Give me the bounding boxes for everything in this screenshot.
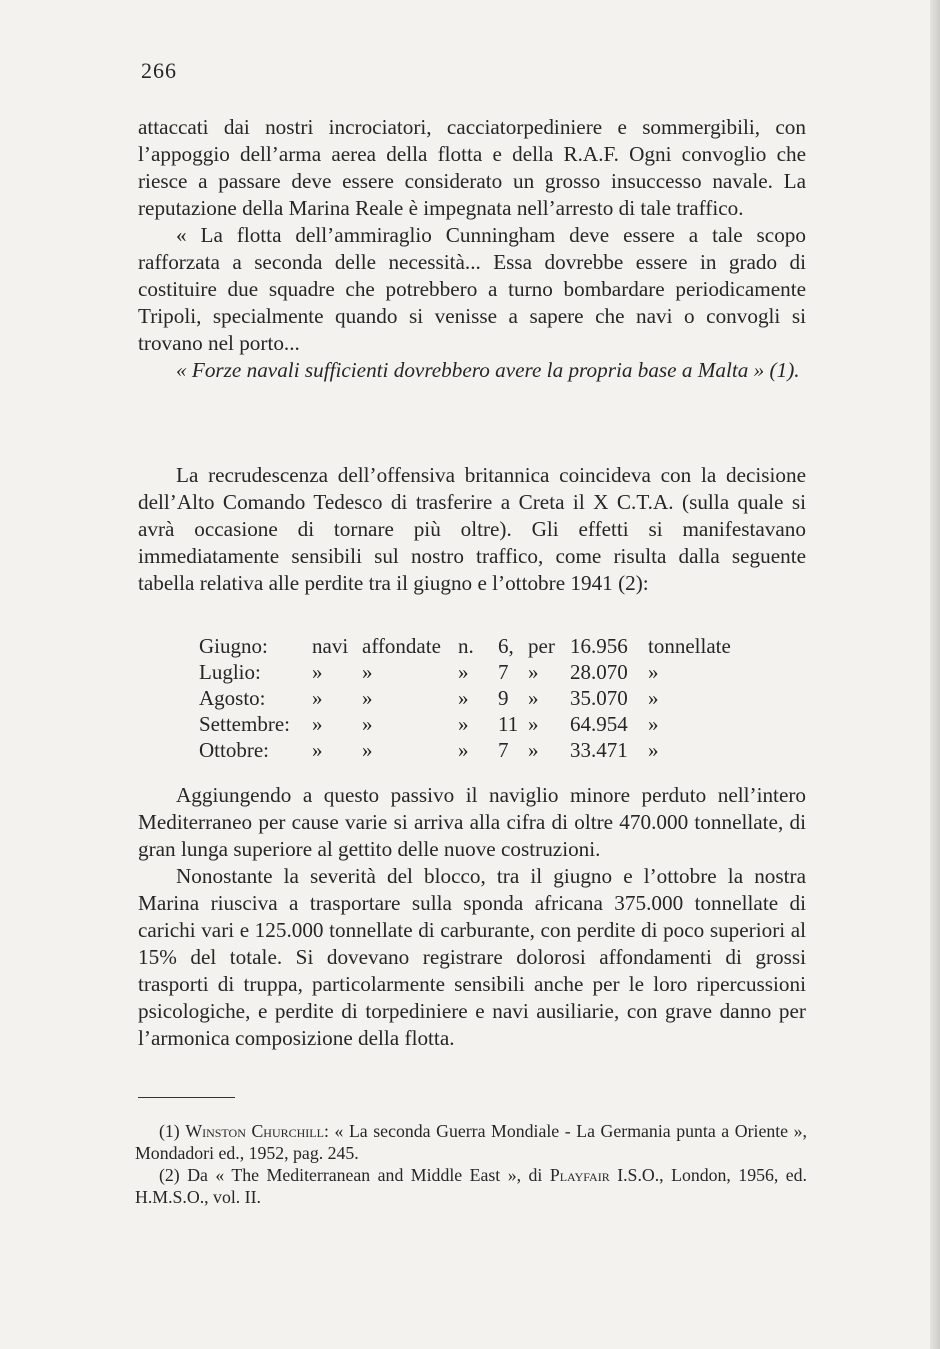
table-cell-num: 6, [498,634,514,658]
table-cell-c4: per [528,634,555,658]
table-cell-c3: » [458,738,469,762]
page-number: 266 [141,58,177,83]
table-row [199,633,748,659]
table-cell-month: Settembre: [199,712,290,736]
footnote-2-author: Playfair [549,1165,610,1185]
paragraph-2-quote: « La flotta dell’ammiraglio Cunningham deve essere a tale scopo rafforzata a seconda delle necessità... Essa dovrebbe essere in grado di costituire due squadre che potrebbero a turno bombardare periodicamente Tripoli, specialmente quando si venisse a sapere che navi o convogli si trovano nel porto... [138,223,806,355]
table-cell-unit: » [648,660,659,684]
table-cell-c2: » [362,660,373,684]
footnotes [135,1120,807,1208]
table-cell-c4: » [528,738,539,762]
paragraph-3-quote: « Forze navali sufficienti dovrebbero avere la propria base a Malta » (1). [176,358,800,382]
text-block-3 [138,782,806,1052]
table-cell-c2: » [362,738,373,762]
table-cell-c3: » [458,686,469,710]
footnote-1: (1) Winston Churchill: « La seconda Guerra Mondiale - La Germania punta a Oriente », Mondadori ed., 1952, pag. 245. [135,1121,807,1163]
table-cell-tonn: 33.471 [570,738,628,762]
table-cell-c2: affondate [362,634,441,658]
losses-table [199,633,748,763]
table-cell-unit: » [648,738,659,762]
text-block-2 [138,462,806,597]
text-block-1 [138,114,806,384]
table-cell-num: 7 [498,660,509,684]
table-cell-unit: » [648,686,659,710]
table-cell-month: Luglio: [199,660,261,684]
table-row [199,685,748,711]
table-cell-c1: » [312,738,323,762]
table-cell-c3: » [458,712,469,736]
table-cell-c4: » [528,686,539,710]
table-cell-c2: » [362,712,373,736]
table-cell-month: Giugno: [199,634,268,658]
table-cell-num: 11 [498,712,519,736]
table-cell-tonn: 35.070 [570,686,628,710]
table-cell-c2: » [362,686,373,710]
table-cell-unit: tonnellate [648,634,731,658]
paragraph-6: Nonostante la severità del blocco, tra il giugno e l’ottobre la nostra Marina riusciva a trasportare sulla sponda africana 375.000 tonnellate di carichi vari e 125.000 tonnellate di carburante, con perdite di poco superiori al 15% del totale. Si dovevano registrare dolorosi affondamenti di grossi trasporti di truppa, particolarmente sensibili anche per le loro ripercussioni psicologiche, e perdite di torpediniere e navi ausiliarie, con grave danno per l’armonica composizione della flotta. [138,864,806,1050]
paragraph-1: attaccati dai nostri incrociatori, cacciatorpediniere e sommergibili, con l’appoggio dell’arma aerea della flotta e della R.A.F. Ogni convoglio che riesce a passare deve essere considerato un grosso insuccesso navale. La reputazione della Marina Reale è impegnata nell’arresto di tale traffico. [138,115,806,220]
table-cell-c3: n. [458,634,474,658]
table-cell-num: 9 [498,686,509,710]
table-cell-month: Agosto: [199,686,266,710]
table-cell-c4: » [528,660,539,684]
table-cell-tonn: 16.956 [570,634,628,658]
table-row [199,659,748,685]
table-cell-tonn: 28.070 [570,660,628,684]
footnote-1-author: Winston Churchill [185,1121,324,1141]
table-cell-tonn: 64.954 [570,712,628,736]
footnote-2: (2) Da « The Mediterranean and Middle East », di Playfair I.S.O., London, 1956, ed. H.M.S.O., vol. II. [135,1165,808,1207]
table-cell-c1: navi [312,634,349,658]
table-cell-c1: » [312,686,323,710]
table-cell-unit: » [648,712,659,736]
table-cell-month: Ottobre: [199,738,269,762]
table-cell-c1: » [312,660,323,684]
page-edge-shadow [930,0,940,1349]
paragraph-5: Aggiungendo a questo passivo il naviglio minore perduto nell’intero Mediterraneo per cause varie si arriva alla cifra di oltre 470.000 tonnellate, di gran lunga superiore al gettito delle nuove costruzioni. [138,783,806,861]
table-row [199,737,748,763]
table-cell-c3: » [458,660,469,684]
paragraph-4: La recrudescenza dell’offensiva britannica coincideva con la decisione dell’Alto Comando Tedesco di trasferire a Creta il X C.T.A. (sulla quale si avrà occasione di tornare più oltre). Gli effetti si manifestavano immediatamente sensibili sul nostro traffico, come risulta dalla seguente tabella relativa alle perdite tra il giugno e l’ottobre 1941 (2): [138,463,806,595]
table-cell-num: 7 [498,738,509,762]
table-row [199,711,748,737]
table-cell-c4: » [528,712,539,736]
footnote-divider [138,1097,235,1098]
table-cell-c1: » [312,712,323,736]
